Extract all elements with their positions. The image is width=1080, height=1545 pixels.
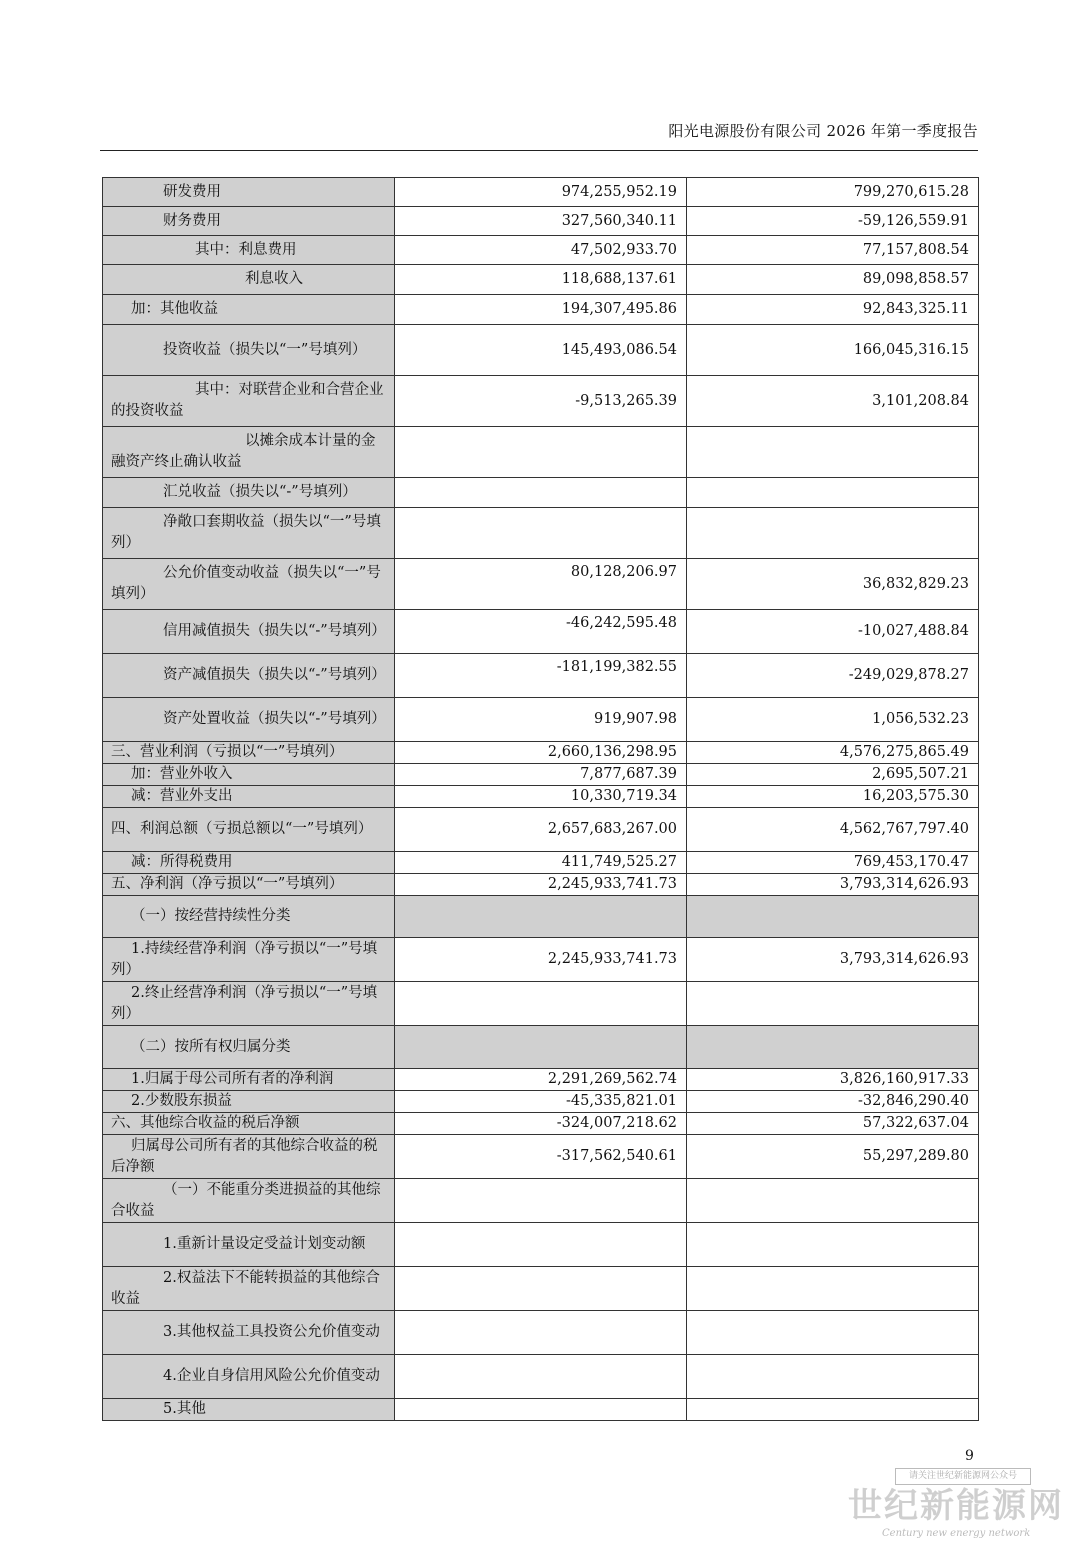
table-row	[103, 508, 979, 559]
table-row	[103, 1223, 979, 1267]
current-period-value	[395, 1355, 687, 1399]
table-row	[103, 654, 979, 698]
current-period-value	[395, 1399, 687, 1421]
row-label: 以摊余成本计量的金融资产终止确认收益	[103, 427, 395, 478]
prior-period-value	[687, 982, 979, 1026]
table-row	[103, 1091, 979, 1113]
current-period-value: 974,255,952.19	[395, 178, 687, 207]
prior-period-value	[687, 478, 979, 508]
current-period-value	[395, 982, 687, 1026]
table-row	[103, 1113, 979, 1135]
current-period-value: 80,128,206.97	[395, 559, 687, 610]
income-statement-body	[103, 178, 979, 1421]
row-label: 减：所得税费用	[103, 852, 395, 874]
row-label: 1.归属于母公司所有者的净利润	[103, 1069, 395, 1091]
current-period-value: 7,877,687.39	[395, 764, 687, 786]
current-period-value	[395, 508, 687, 559]
prior-period-value: 4,576,275,865.49	[687, 742, 979, 764]
table-row	[103, 852, 979, 874]
row-label: 投资收益（损失以“一”号填列）	[103, 325, 395, 376]
row-label: 其中：利息费用	[103, 236, 395, 265]
table-row	[103, 1355, 979, 1399]
row-label: 六、其他综合收益的税后净额	[103, 1113, 395, 1135]
table-row	[103, 764, 979, 786]
prior-period-value: 4,562,767,797.40	[687, 808, 979, 852]
table-row	[103, 1267, 979, 1311]
prior-period-value: 16,203,575.30	[687, 786, 979, 808]
row-label: 2.少数股东损益	[103, 1091, 395, 1113]
current-period-value: 411,749,525.27	[395, 852, 687, 874]
table-row	[103, 808, 979, 852]
table-row	[103, 896, 979, 938]
prior-period-value	[687, 1355, 979, 1399]
prior-period-value: 55,297,289.80	[687, 1135, 979, 1179]
prior-period-value: 3,101,208.84	[687, 376, 979, 427]
row-label: 1.持续经营净利润（净亏损以“一”号填列）	[103, 938, 395, 982]
prior-period-value: 2,695,507.21	[687, 764, 979, 786]
prior-period-value: -32,846,290.40	[687, 1091, 979, 1113]
row-label: 2.终止经营净利润（净亏损以“一”号填列）	[103, 982, 395, 1026]
table-row	[103, 295, 979, 325]
row-label: 五、净利润（净亏损以“一”号填列）	[103, 874, 395, 896]
current-period-value	[395, 478, 687, 508]
row-label: 加：营业外收入	[103, 764, 395, 786]
row-label: 净敞口套期收益（损失以“一”号填列）	[103, 508, 395, 559]
current-period-value: 2,245,933,741.73	[395, 938, 687, 982]
table-row	[103, 1069, 979, 1091]
current-period-value: -45,335,821.01	[395, 1091, 687, 1113]
page-number: 9	[965, 1448, 974, 1464]
table-row	[103, 1026, 979, 1069]
row-label: （一）不能重分类进损益的其他综合收益	[103, 1179, 395, 1223]
prior-period-value: 769,453,170.47	[687, 852, 979, 874]
table-row	[103, 1179, 979, 1223]
prior-period-value: -10,027,488.84	[687, 610, 979, 654]
current-period-value: 919,907.98	[395, 698, 687, 742]
current-period-value	[395, 1223, 687, 1267]
current-period-value: 47,502,933.70	[395, 236, 687, 265]
row-label: 归属母公司所有者的其他综合收益的税后净额	[103, 1135, 395, 1179]
current-period-value: -46,242,595.48	[395, 610, 687, 654]
table-row	[103, 982, 979, 1026]
current-period-value: 327,560,340.11	[395, 207, 687, 236]
table-row	[103, 1135, 979, 1179]
row-label: （二）按所有权归属分类	[103, 1026, 395, 1069]
prior-period-value: -59,126,559.91	[687, 207, 979, 236]
current-period-value	[395, 427, 687, 478]
table-row	[103, 559, 979, 610]
table-row	[103, 478, 979, 508]
prior-period-value: 3,826,160,917.33	[687, 1069, 979, 1091]
table-row	[103, 325, 979, 376]
row-label: 汇兑收益（损失以“-”号填列）	[103, 478, 395, 508]
current-period-value	[395, 1179, 687, 1223]
row-label: 5.其他	[103, 1399, 395, 1421]
row-label: 3.其他权益工具投资公允价值变动	[103, 1311, 395, 1355]
prior-period-value: -249,029,878.27	[687, 654, 979, 698]
row-label: 加：其他收益	[103, 295, 395, 325]
row-label: 四、利润总额（亏损总额以“一”号填列）	[103, 808, 395, 852]
current-period-value: -181,199,382.55	[395, 654, 687, 698]
watermark-subtitle: Century new energy network	[882, 1528, 1031, 1539]
table-row	[103, 376, 979, 427]
row-label: 1.重新计量设定受益计划变动额	[103, 1223, 395, 1267]
row-label: 信用减值损失（损失以“-”号填列）	[103, 610, 395, 654]
table-row	[103, 265, 979, 295]
current-period-value: -9,513,265.39	[395, 376, 687, 427]
row-label: 公允价值变动收益（损失以“一”号填列）	[103, 559, 395, 610]
current-period-value	[395, 1311, 687, 1355]
prior-period-value: 89,098,858.57	[687, 265, 979, 295]
table-row	[103, 874, 979, 896]
prior-period-value: 57,322,637.04	[687, 1113, 979, 1135]
table-row	[103, 207, 979, 236]
table-row	[103, 1399, 979, 1421]
prior-period-value: 3,793,314,626.93	[687, 938, 979, 982]
table-row	[103, 786, 979, 808]
current-period-value: 194,307,495.86	[395, 295, 687, 325]
prior-period-value	[687, 1223, 979, 1267]
prior-period-value	[687, 1267, 979, 1311]
row-label: 资产减值损失（损失以“-”号填列）	[103, 654, 395, 698]
prior-period-value: 92,843,325.11	[687, 295, 979, 325]
prior-period-value: 77,157,808.54	[687, 236, 979, 265]
table-row	[103, 610, 979, 654]
row-label: 其中：对联营企业和合营企业的投资收益	[103, 376, 395, 427]
row-label: 资产处置收益（损失以“-”号填列）	[103, 698, 395, 742]
table-row	[103, 1311, 979, 1355]
table-row	[103, 698, 979, 742]
prior-period-value: 1,056,532.23	[687, 698, 979, 742]
current-period-value: 145,493,086.54	[395, 325, 687, 376]
prior-period-value: 36,832,829.23	[687, 559, 979, 610]
row-label: 4.企业自身信用风险公允价值变动	[103, 1355, 395, 1399]
current-period-value: 10,330,719.34	[395, 786, 687, 808]
table-row	[103, 938, 979, 982]
watermark-banner: 请关注世纪新能源网公众号	[895, 1468, 1031, 1485]
row-label: 2.权益法下不能转损益的其他综合收益	[103, 1267, 395, 1311]
current-period-value: 2,245,933,741.73	[395, 874, 687, 896]
current-period-value: 2,657,683,267.00	[395, 808, 687, 852]
row-label: 财务费用	[103, 207, 395, 236]
current-period-value: -317,562,540.61	[395, 1135, 687, 1179]
current-period-value	[395, 896, 687, 938]
prior-period-value	[687, 1311, 979, 1355]
row-label: 研发费用	[103, 178, 395, 207]
row-label: 减：营业外支出	[103, 786, 395, 808]
prior-period-value: 166,045,316.15	[687, 325, 979, 376]
current-period-value: -324,007,218.62	[395, 1113, 687, 1135]
report-header-title: 阳光电源股份有限公司 2026 年第一季度报告	[668, 122, 978, 140]
prior-period-value: 799,270,615.28	[687, 178, 979, 207]
row-label: 利息收入	[103, 265, 395, 295]
row-label: 三、营业利润（亏损以“一”号填列）	[103, 742, 395, 764]
prior-period-value	[687, 896, 979, 938]
prior-period-value: 3,793,314,626.93	[687, 874, 979, 896]
prior-period-value	[687, 1026, 979, 1069]
prior-period-value	[687, 1179, 979, 1223]
current-period-value: 2,660,136,298.95	[395, 742, 687, 764]
current-period-value: 118,688,137.61	[395, 265, 687, 295]
row-label: （一）按经营持续性分类	[103, 896, 395, 938]
current-period-value	[395, 1267, 687, 1311]
table-row	[103, 178, 979, 207]
current-period-value	[395, 1026, 687, 1069]
income-statement-table	[102, 177, 979, 1421]
table-row	[103, 236, 979, 265]
header-divider	[100, 150, 978, 151]
prior-period-value	[687, 1399, 979, 1421]
prior-period-value	[687, 508, 979, 559]
prior-period-value	[687, 427, 979, 478]
table-row	[103, 742, 979, 764]
table-row	[103, 427, 979, 478]
watermark-logo-text: 世纪新能源网	[848, 1486, 1064, 1526]
current-period-value: 2,291,269,562.74	[395, 1069, 687, 1091]
